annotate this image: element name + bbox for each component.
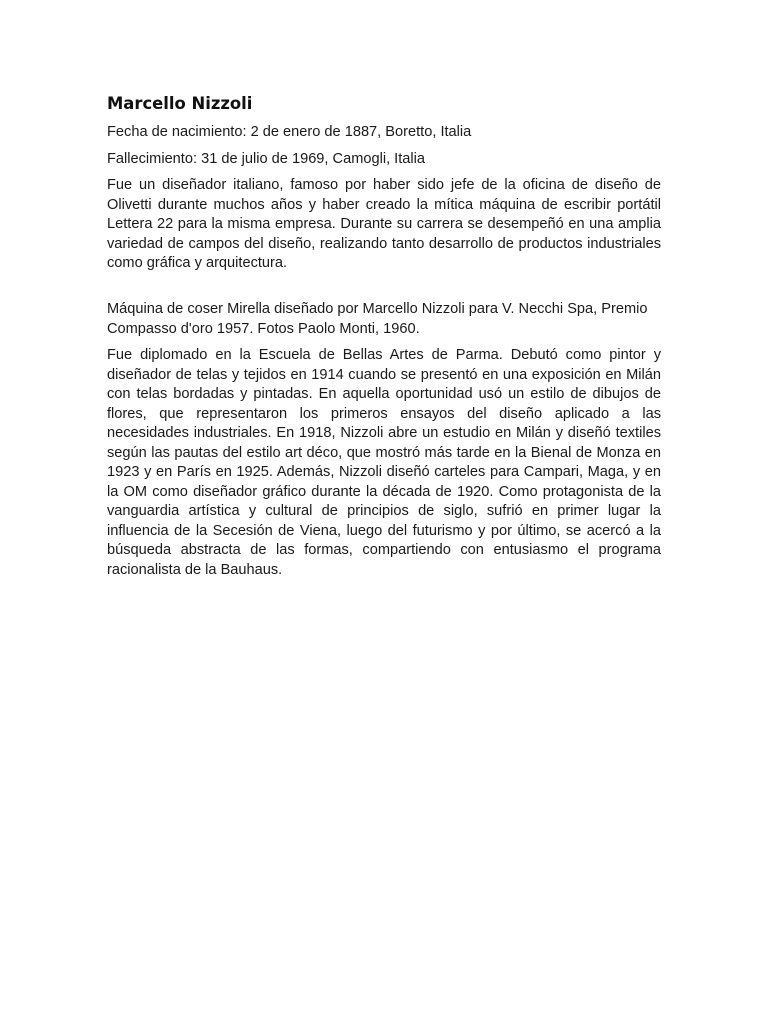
death-date: Fallecimiento: 31 de julio de 1969, Camogli, Italia <box>107 150 425 167</box>
birth-date: Fecha de nacimiento: 2 de enero de 1887, Boretto, Italia <box>107 124 472 140</box>
paragraph-spacer <box>107 281 661 301</box>
biography-paragraph: Fue diplomado en la Escuela de Bellas Artes de Parma. Debutó como pintor y diseñador de telas y tejidos en 1914 cuando se presentó en una exposición en Milán con telas bordadas y pintadas. En aquella oportunidad usó un estilo de dibujos de flores, que representaron los primeros ensayos del diseño aplicado a las necesidades industriales. En 1918, Nizzoli abre un estudio en Milán y diseñó textiles según las pautas del estilo art déco, que mostró más tarde en la Bienal de Monza en 1923 y en París en 1925. Además, Nizzoli diseñó carteles para Campari, Maga, y en la OM como diseñador gráfico durante la década de 1920. Como protagonista de la vanguardia artística y cultural de principios de siglo, sufrió en primer lugar la influencia de la Secesión de Viena, luego del futurismo y por último, se acercó a la búsqueda abstracta de las formas, compartiendo con entusiasmo el programa racionalista de la Bauhaus. <box>107 347 661 578</box>
document-title: Marcello Nizzoli <box>107 94 253 113</box>
intro-paragraph: Fue un diseñador italiano, famoso por haber sido jefe de la oficina de diseño de Olivetti durante muchos años y haber creado la mítica máquina de escribir portátil Lettera 22 para la misma empresa. Durante su carrera se desempeñó en una amplia variedad de campos del diseño, realizando tanto desarrollo de productos industriales como gráfica y arquitectura. <box>107 177 661 271</box>
photo-caption: Máquina de coser Mirella diseñado por Marcello Nizzoli para V. Necchi Spa, Premio Compasso d'oro 1957. Fotos Paolo Monti, 1960. <box>107 301 648 337</box>
